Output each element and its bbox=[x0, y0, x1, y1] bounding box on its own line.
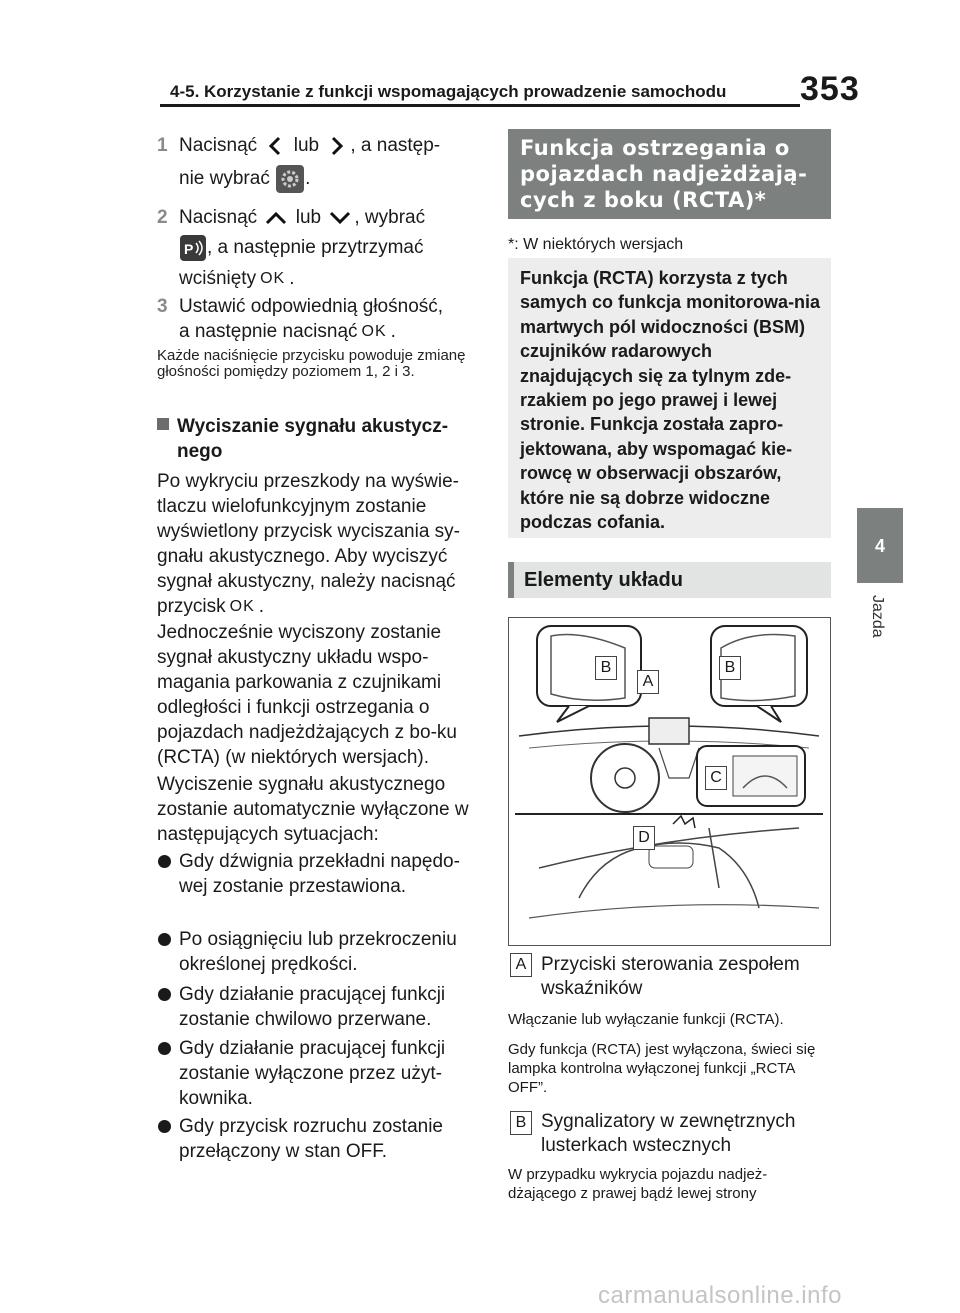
step-2-cont2 bbox=[179, 263, 294, 294]
figure-label-b-left: B bbox=[595, 656, 617, 680]
step-3-cont bbox=[179, 316, 396, 347]
item-b-title: Sygnalizatory w zewnętrznych lusterkach wstecznych bbox=[541, 1111, 796, 1156]
rcta-heading: Funkcja ostrzegania o pojazdach nadjeżdżają-cych z boku (RCTA)* bbox=[520, 136, 808, 212]
step-1-cont bbox=[179, 163, 310, 194]
step-text: Nacisnąć bbox=[179, 207, 258, 228]
step-text: , a następ- bbox=[350, 135, 441, 156]
item-a-title: Przyciski sterowania zespołem wskaźników bbox=[541, 954, 800, 999]
step-1 bbox=[157, 130, 487, 161]
chevron-left-icon bbox=[262, 134, 288, 158]
chapter-title: 4-5. Korzystanie z funkcji wspomagających prowadzenie samochodu bbox=[170, 82, 727, 101]
step-text: a następnie nacisnąć bbox=[179, 321, 358, 342]
chevron-down-icon bbox=[326, 207, 354, 229]
figure-label-d: D bbox=[633, 826, 655, 850]
elements-heading: Elementy układu bbox=[524, 569, 683, 591]
bullet-item: Po osiągnięciu lub przekroczeniu określonej prędkości. bbox=[179, 929, 457, 975]
step-2 bbox=[157, 202, 487, 233]
bullet-dot bbox=[158, 855, 171, 868]
step-2-cont bbox=[179, 232, 423, 263]
step-text: nie wybrać bbox=[179, 168, 270, 189]
rcta-intro-box bbox=[508, 258, 831, 538]
bullet-item: Gdy przycisk rozruchu zostanie przełączony w stan OFF. bbox=[179, 1116, 443, 1162]
subheading-text: Wyciszanie sygnału akustycz-nego bbox=[177, 416, 449, 462]
bullet-item: Gdy działanie pracującej funkcji zostanie wyłączone przez użyt-kownika. bbox=[179, 1038, 446, 1109]
step-number: 2 bbox=[157, 207, 168, 228]
item-b-text1: W przypadku wykrycia pojazdu nadjeż-dżającego z prawej bądź lewej strony bbox=[508, 1166, 768, 1202]
figure-label-c: C bbox=[705, 766, 727, 790]
item-a-tag: A bbox=[510, 953, 532, 977]
step-text: , a następnie przytrzymać bbox=[207, 237, 424, 258]
bullet-dot bbox=[158, 1042, 171, 1055]
car-interior-illustration bbox=[509, 618, 829, 944]
chapter-tab-number: 4 bbox=[874, 536, 885, 556]
svg-text:P: P bbox=[184, 240, 194, 257]
step-number: 1 bbox=[157, 135, 168, 156]
item-a-text2: Gdy funkcja (RCTA) jest wyłączona, świeci się lampka kontrolna wyłączonej funkcji „RCTA OFF”. bbox=[508, 1041, 816, 1096]
figure-label-b-right: B bbox=[719, 656, 741, 680]
step-text: . bbox=[289, 268, 295, 289]
ok-button-symbol: OK bbox=[229, 598, 255, 615]
bullet-dot bbox=[158, 933, 171, 946]
chapter-tab-label: Jazda bbox=[869, 595, 886, 638]
page-number: 353 bbox=[800, 70, 860, 108]
figure-label-a: A bbox=[637, 670, 659, 694]
bullet-dot bbox=[158, 1120, 171, 1133]
bullet-item: Gdy dźwignia przekładni napędo-wej zostanie przestawiona. bbox=[179, 851, 460, 897]
rcta-intro-text: Funkcja (RCTA) korzysta z tych samych co funkcja monitorowa-nia martwych pól widoczności (BSM) czujników radarowych znajdujących się za tylnym zde-rzakiem po jego prawej i lewej stronie. Funkcja została zapro-jektowana, aby wspomagać kie-rowcę w obserwacji obszarów, które nie są dobrze widoczne podczas cofania. bbox=[520, 268, 821, 533]
step-text: . bbox=[305, 168, 311, 189]
bullet-item: Gdy działanie pracującej funkcji zostanie chwilowo przerwane. bbox=[179, 984, 446, 1030]
elements-heading-box bbox=[508, 562, 831, 598]
system-components-figure bbox=[508, 617, 831, 946]
bullet-dot bbox=[158, 988, 171, 1001]
item-b-tag: B bbox=[510, 1111, 532, 1135]
paragraph-auto-cancel: Wyciszenie sygnału akustycznego zostanie automatycznie wyłączone w następujących sytuacjach: bbox=[157, 774, 469, 845]
asterisk-note: *: W niektórych wersjach bbox=[508, 236, 684, 253]
chevron-right-icon bbox=[324, 134, 350, 158]
section-subheading bbox=[157, 414, 477, 464]
square-bullet-icon bbox=[157, 418, 169, 430]
ok-button-symbol: OK bbox=[260, 270, 286, 287]
step-text: Nacisnąć bbox=[179, 135, 258, 156]
ok-button-symbol: OK bbox=[361, 323, 387, 340]
item-a-text1: Włączanie lub wyłączanie funkcji (RCTA). bbox=[508, 1011, 784, 1028]
paragraph-mute-button bbox=[157, 469, 479, 619]
paragraph-text: . bbox=[258, 596, 265, 617]
step-text: . bbox=[390, 321, 396, 342]
step-number: 3 bbox=[157, 296, 168, 317]
volume-note: Każde naciśnięcie przycisku powoduje zmianę głośności pomiędzy poziomem 1, 2 i 3. bbox=[157, 347, 466, 380]
watermark: carmanualsonline.info bbox=[598, 1282, 842, 1309]
parking-sensor-icon bbox=[179, 234, 207, 262]
chevron-up-icon bbox=[262, 207, 290, 229]
paragraph-text: Po wykryciu przeszkody na wyświe-tlaczu wielofunkcyjnym zostanie wyświetlony przycisk wyciszania sy-gnału akustycznego. Aby wyciszyć sygnał akustyczny, należy nacisnąć przycisk bbox=[157, 471, 461, 617]
rcta-heading-box bbox=[508, 129, 831, 219]
step-text: lub bbox=[295, 207, 322, 228]
step-text: , wybrać bbox=[354, 207, 426, 228]
header-rule bbox=[160, 104, 800, 107]
step-text: Ustawić odpowiednią głośność, bbox=[179, 296, 444, 317]
step-text: lub bbox=[293, 135, 320, 156]
paragraph-simultaneous-mute: Jednocześnie wyciszony zostanie sygnał akustyczny układu wspo-magania parkowania z czujnikami odległości i funkcji ostrzegania o pojazdach nadjeżdżających z bo-ku (RCTA) (w niektórych wersjach). bbox=[157, 622, 457, 768]
chapter-tab bbox=[857, 508, 903, 583]
step-text: wciśnięty bbox=[179, 268, 257, 289]
settings-gear-icon bbox=[275, 164, 305, 194]
